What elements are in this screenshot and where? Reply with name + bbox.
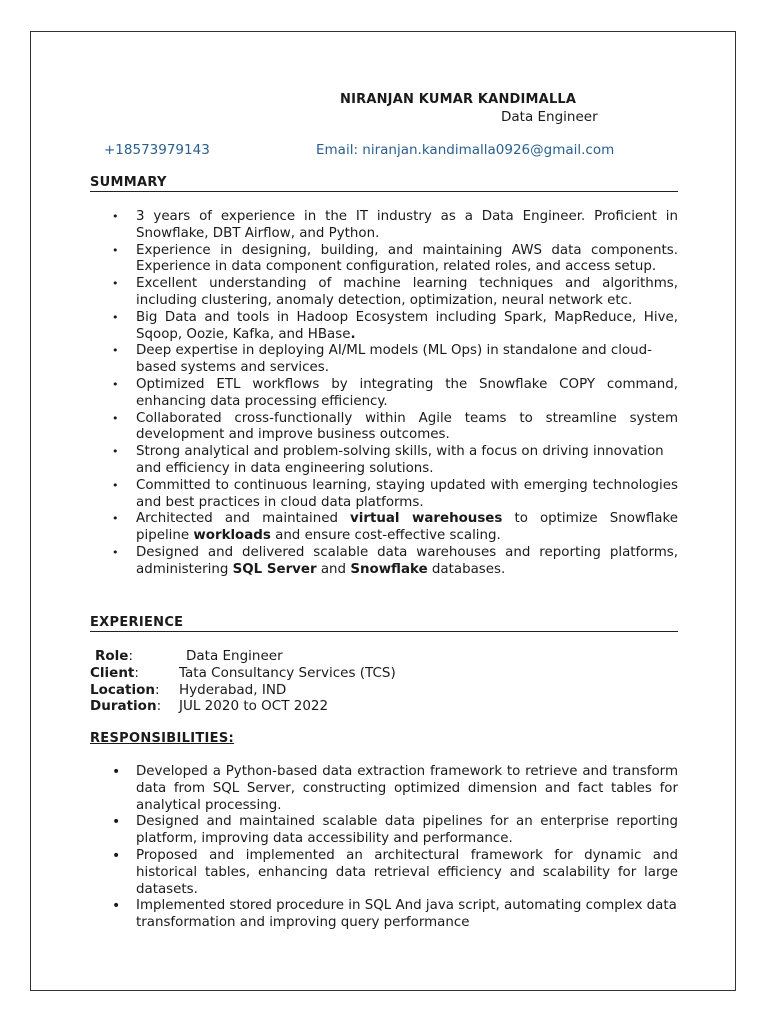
summary-item: • Excellent understanding of machine learning techniques and algorithms, including clustering, anomaly detection, optimization, neural network etc.: [90, 276, 678, 310]
job-details: [90, 648, 510, 715]
summary-item: • Committed to continuous learning, staying updated with emerging technologies and best practices in cloud data platforms.: [90, 478, 678, 512]
client-row: [90, 665, 510, 682]
role-value: Data Engineer: [186, 648, 283, 664]
duration-row: [90, 698, 510, 715]
summary-heading: SUMMARY: [90, 175, 678, 192]
summary-item: • Collaborated cross-functionally within Agile teams to streamline system development and improve business outcomes.: [90, 411, 678, 445]
responsibility-item: • Implemented stored procedure in SQL And java script, automating complex data transformation and improving query performance: [90, 898, 678, 932]
summary-item: • 3 years of experience in the IT industry as a Data Engineer. Proficient in Snowflake, DBT Airflow, and Python.: [90, 209, 678, 243]
experience-heading: EXPERIENCE: [90, 615, 678, 632]
duration-value: JUL 2020 to OCT 2022: [179, 698, 329, 715]
duration-label: Duration:: [90, 698, 162, 715]
client-label: Client:: [90, 664, 139, 681]
responsibility-item: • Designed and maintained scalable data pipelines for an enterprise reporting platform, improving data accessibility and performance.: [90, 814, 678, 848]
summary-item: • Architected and maintained virtual warehouses to optimize Snowflake pipeline workloads and ensure cost-effective scaling.: [90, 511, 678, 545]
summary-item: • Optimized ETL workflows by integrating the Snowflake COPY command, enhancing data processing efficiency.: [90, 377, 678, 411]
location-row: [90, 682, 510, 699]
summary-list: [90, 209, 678, 579]
summary-item: • Big Data and tools in Hadoop Ecosystem including Spark, MapReduce, Hive, Sqoop, Oozie, Kafka, and HBase.: [90, 310, 678, 344]
summary-item: • Deep expertise in deploying AI/ML models (ML Ops) in standalone and cloud-based systems and services.: [90, 343, 678, 377]
summary-item: • Designed and delivered scalable data warehouses and reporting platforms, administering SQL Server and Snowflake databases.: [90, 545, 678, 579]
responsibility-item: • Proposed and implemented an architectural framework for dynamic and historical tables, enhancing data retrieval efficiency and scalability for large datasets.: [90, 848, 678, 898]
location-label: Location:: [90, 681, 160, 698]
candidate-name: NIRANJAN KUMAR KANDIMALLA: [340, 92, 577, 107]
responsibilities-heading: RESPONSIBILITIES:: [90, 731, 235, 746]
role-row: [90, 648, 510, 665]
responsibilities-list: [90, 764, 678, 932]
responsibility-item: • Developed a Python-based data extraction framework to retrieve and transform data from SQL Server, constructing optimized dimension and fact tables for analytical processing.: [90, 764, 678, 814]
location-value: Hyderabad, IND: [179, 681, 287, 698]
client-value: Tata Consultancy Services (TCS): [179, 664, 396, 681]
email-link[interactable]: Email: niranjan.kandimalla0926@gmail.com: [316, 142, 615, 158]
role-label: Role:: [95, 648, 134, 664]
phone-number[interactable]: +18573979143: [104, 142, 210, 158]
summary-item: • Experience in designing, building, and maintaining AWS data components. Experience in data component configuration, related roles, and access setup.: [90, 243, 678, 277]
job-title: Data Engineer: [501, 109, 598, 125]
summary-item: • Strong analytical and problem-solving skills, with a focus on driving innovation and efficiency in data engineering solutions.: [90, 444, 678, 478]
